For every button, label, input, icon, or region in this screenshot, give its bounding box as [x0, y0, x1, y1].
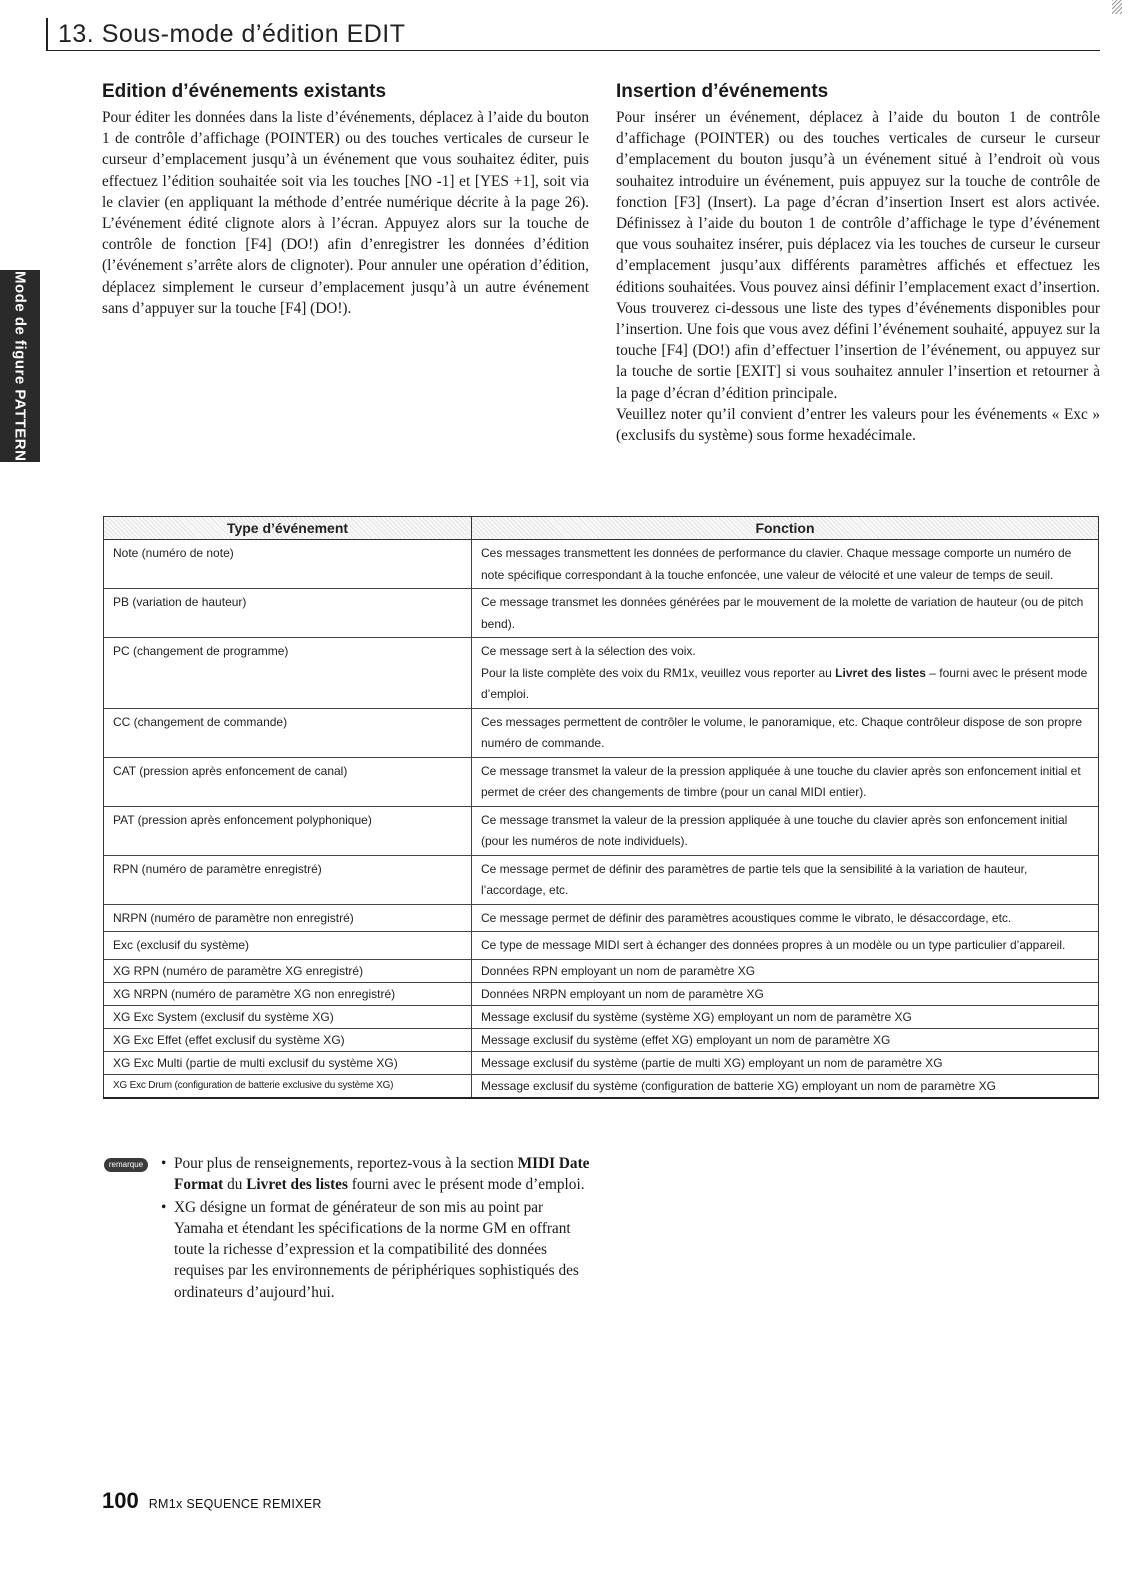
event-type-cell: XG Exc System (exclusif du système XG) — [104, 1005, 472, 1028]
function-cell: Message exclusif du système (système XG) employant un nom de paramètre XG — [472, 1005, 1099, 1028]
function-cell: Données NRPN employant un nom de paramètre XG — [472, 982, 1099, 1005]
page-number: 100 — [102, 1488, 139, 1513]
function-cell: Ce type de message MIDI sert à échanger des données propres à un modèle ou un type particulier d’appareil. — [472, 932, 1099, 960]
function-cell: Ces messages permettent de contrôler le volume, le panoramique, etc. Chaque contrôleur dispose de son propre numéro de commande. — [472, 708, 1099, 757]
side-tab-label: Mode de figure PATTERN — [11, 270, 29, 462]
table-row — [104, 1028, 1099, 1051]
table-row — [104, 932, 1099, 960]
midi-format-reference: MIDI Date Format — [174, 1155, 590, 1194]
product-name: RM1x SEQUENCE REMIXER — [148, 1497, 322, 1511]
function-cell: Ce message transmet les données générées par le mouvement de la molette de variation de hauteur (ou de pitch bend). — [472, 589, 1099, 638]
note-text: XG désigne un format de générateur de son mis au point par Yamaha et étendant les spécifications de la norme GM en offrant toute la richesse d’expression et la compatibilité des données requises par les environnements de périphériques sophistiqués des ordinateurs d’aujourd’hui. — [174, 1198, 579, 1301]
function-cell: Message exclusif du système (effet XG) employant un nom de paramètre XG — [472, 1028, 1099, 1051]
page-header — [46, 18, 1100, 51]
page-footer — [102, 1488, 322, 1514]
event-type-cell: XG NRPN (numéro de paramètre XG non enregistré) — [104, 982, 472, 1005]
note-text: fourni avec le présent mode d’emploi. — [347, 1176, 585, 1194]
table-row — [104, 806, 1099, 855]
table-row — [104, 708, 1099, 757]
table-row — [104, 1005, 1099, 1028]
remark-badge: remarque — [104, 1158, 148, 1172]
event-type-cell: Note (numéro de note) — [104, 540, 472, 589]
header-function: Fonction — [472, 517, 1099, 540]
table-row — [104, 638, 1099, 709]
event-type-cell: CC (changement de commande) — [104, 708, 472, 757]
event-type-cell: CAT (pression après enfoncement de canal) — [104, 757, 472, 806]
function-cell: Ce message transmet la valeur de la pression appliquée à une touche du clavier après son enfoncement initial et permet de créer des changements de timbre (pour un canal MIDI entier). — [472, 757, 1099, 806]
table-row — [104, 959, 1099, 982]
function-line — [481, 663, 1090, 706]
bullet: • — [161, 1198, 167, 1216]
table-row — [104, 540, 1099, 589]
event-type-cell: RPN (numéro de paramètre enregistré) — [104, 855, 472, 904]
bullet: • — [161, 1155, 167, 1172]
section-heading-insert: Insertion d’événements — [616, 81, 829, 102]
table-row — [104, 904, 1099, 932]
function-cell: Ce message permet de définir des paramètres acoustiques comme le vibrato, le désaccordage, etc. — [472, 904, 1099, 932]
table-row — [104, 982, 1099, 1005]
remarks-section — [104, 1153, 592, 1303]
note-item — [161, 1153, 592, 1196]
note-item — [161, 1197, 592, 1303]
note-text: du — [223, 1176, 247, 1194]
corner-mark — [1112, 0, 1122, 14]
event-type-cell: XG Exc Drum (configuration de batterie exclusive du système XG) — [104, 1074, 472, 1098]
event-type-cell: Exc (exclusif du système) — [104, 932, 472, 960]
chapter-title: 13. Sous-mode d’édition EDIT — [58, 20, 406, 48]
function-cell: Ces messages transmettent les données de performance du clavier. Chaque message comporte un numéro de note spécifique correspondant à la touche enfoncée, une valeur de vélocité et une valeur de temps de seuil. — [472, 540, 1099, 589]
event-type-cell: PC (changement de programme) — [104, 638, 472, 709]
table-row — [104, 589, 1099, 638]
booklet-reference: Livret des listes — [835, 665, 926, 680]
booklet-reference: Livret des listes — [246, 1176, 348, 1194]
function-text: Pour la liste complète des voix du RM1x, veuillez vous reporter au — [481, 665, 836, 680]
function-line: Ce message sert à la sélection des voix. — [481, 644, 696, 658]
right-column — [616, 80, 1100, 446]
table-row — [104, 855, 1099, 904]
function-cell: Ce message transmet la valeur de la pression appliquée à une touche du clavier après son enfoncement initial (pour les numéros de note individuels). — [472, 806, 1099, 855]
table-row — [104, 1074, 1099, 1098]
function-cell: Données RPN employant un nom de paramètre XG — [472, 959, 1099, 982]
function-text: – fourni avec le présent mode d’emploi. — [481, 665, 1088, 701]
function-cell: Message exclusif du système (partie de multi XG) employant un nom de paramètre XG — [472, 1051, 1099, 1074]
note-text: Pour plus de renseignements, reportez-vous à la section — [174, 1155, 518, 1172]
section-heading-edit: Edition d’événements existants — [102, 81, 387, 102]
event-type-cell: PAT (pression après enfoncement polyphonique) — [104, 806, 472, 855]
table-header-row — [104, 517, 1099, 540]
table-row — [104, 757, 1099, 806]
insert-paragraph: Pour insérer un événement, déplacez à l’aide du bouton 1 de contrôle d’affichage (POINTER) ou des touches verticales de curseur le curseur d’emplacement du bouton jusqu’à un événement situé à l’endroit où vous souhaitez introduire un événement, puis appuyez sur la touche de contrôle de fonction [F3] (Insert). La page d’écran d’insertion Insert est alors activée. Définissez à l’aide du bouton 1 de contrôle d’affichage le type d’événement que vous souhaitez insérer, puis déplacez via les touches de curseur le curseur d’emplacement jusqu’aux différents paramètres affichés et effectuez les éditions souhaitées. Vous pouvez ainsi définir l’emplacement exact d’insertion. Vous trouverez ci-dessous une liste des types d’événements disponibles pour l’insertion. Une fois que vous avez défini l’événement souhaité, appuyez sur la touche [F4] (DO!) afin d’effectuer l’insertion de l’événement, ou appuyez sur la touche de sortie [EXIT] si vous souhaitez annuler l’insertion et retourner à la page d’écran d’édition principale. — [616, 109, 1100, 402]
event-types-table — [103, 516, 1099, 1099]
event-type-cell: NRPN (numéro de paramètre non enregistré) — [104, 904, 472, 932]
function-cell — [472, 638, 1099, 709]
table-row — [104, 1051, 1099, 1074]
event-type-cell: XG Exc Effet (effet exclusif du système XG) — [104, 1028, 472, 1051]
function-cell: Message exclusif du système (configuration de batterie XG) employant un nom de paramètre XG — [472, 1074, 1099, 1098]
event-type-cell: XG RPN (numéro de paramètre XG enregistré) — [104, 959, 472, 982]
function-cell: Ce message permet de définir des paramètres de partie tels que la sensibilité à la variation de hauteur, l’accordage, etc. — [472, 855, 1099, 904]
left-column — [102, 80, 589, 319]
side-tab — [0, 270, 40, 462]
event-type-cell: XG Exc Multi (partie de multi exclusif du système XG) — [104, 1051, 472, 1074]
edit-paragraph: Pour éditer les données dans la liste d’événements, déplacez à l’aide du bouton 1 de contrôle d’affichage (POINTER) ou des touches verticales de curseur le curseur d’emplacement jusqu’à un événement que vous souhaitez éditer, puis effectuez l’édition souhaitée soit via les touches [NO -1] et [YES +1], soit via le clavier (en appliquant la méthode d’entrée numérique décrite à la page 26). L’événement édité clignote alors à l’écran. Appuyez alors sur la touche de contrôle de fonction [F4] (DO!) afin d’enregistrer les données d’édition (l’événement s’arrête alors de clignoter). Pour annuler une opération d’édition, déplacez simplement le curseur d’emplacement jusqu’à un autre événement sans d’appuyer sur la touche [F4] (DO!). — [102, 109, 589, 317]
hex-note-paragraph: Veuillez noter qu’il convient d’entrer les valeurs pour les événements « Exc » (exclusifs du système) sous forme hexadécimale. — [616, 405, 1100, 445]
event-type-cell: PB (variation de hauteur) — [104, 589, 472, 638]
header-event-type: Type d’événement — [104, 517, 472, 540]
